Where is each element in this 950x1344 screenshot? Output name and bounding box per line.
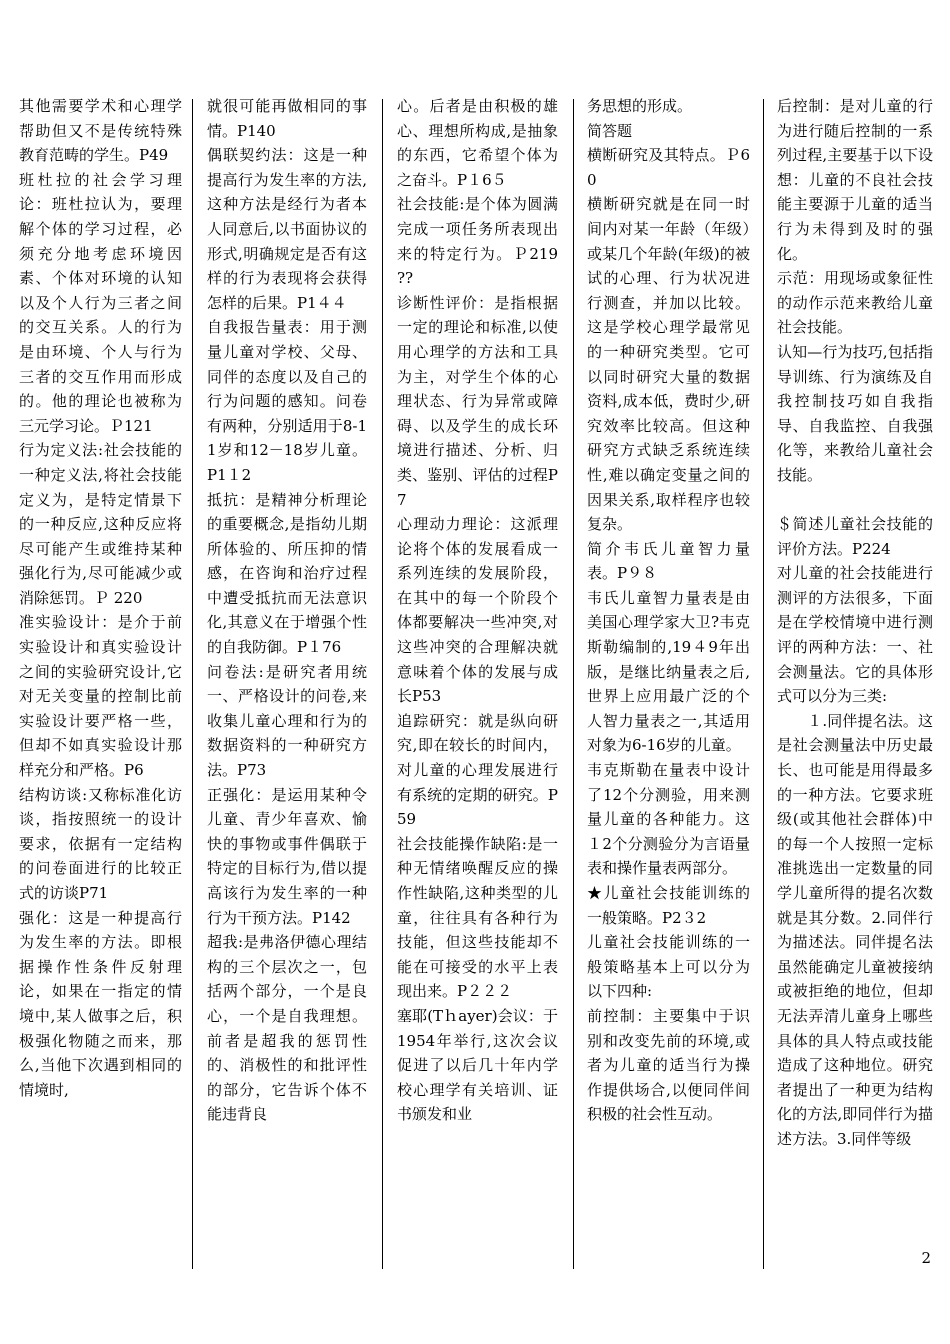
- paragraph: 就很可能再做相同的事情。P140: [207, 97, 367, 140]
- question-heading: ★儿童社会技能训练的一般策略。P2３2: [587, 884, 750, 927]
- column-divider: [382, 99, 383, 1269]
- paragraph: 超我:是弗洛伊德心理结构的三个层次之一，包括两个部分，一个是良心，一个是自我理想。前者是超我的惩罚性的、消极性的和批评性的部分，它告诉个体不能违背良: [207, 933, 367, 1124]
- paragraph: １.同伴提名法。这是社会测量法中历史最长、也可能是用得最多的一种方法。它要求班级(或其他社会群体)中的每一个人按照一定标准挑选出一定数量的同学儿童所得的提名次数就是其分数。2.同伴行为描述法。同伴提名法虽然能确定儿童被接纳或被拒绝的地位，但却无法弄清儿童身上哪些具体的具人特点或技能造成了这种地位。研究者提出了一种更为结构化的方法,即同伴行为描述方法。3.同伴等级: [777, 711, 933, 1148]
- paragraph: 抵抗：是精神分析理论的重要概念,是指幼儿期所体验的、所压抑的情感，在咨询和治疗过程中遭受抵抗而无法意识化,其意义在于增强个性的自我防御。P１76: [207, 490, 367, 657]
- paragraph: 班杜拉的社会学习理论：班杜拉认为，要理解个体的学习过程，必须充分地考虑环境因素、个体对环境的认知以及个人行为三者之间的交互关系。人的行为是由环境、个人与行为三者的交互作用而形成的。他的理论也被称为三元学习论。Ｐ121: [19, 170, 182, 435]
- column-divider: [573, 99, 574, 1269]
- page-number: 2: [921, 1249, 931, 1267]
- paragraph: 强化：这是一种提高行为发生率的方法。即根据操作性条件反射理论，如果在一指定的情境中,某人做事之后，积极强化物随之而来，那么,当他下次遇到相同的情境时,: [19, 908, 182, 1099]
- text-column-1: [19, 94, 182, 1274]
- column-divider: [192, 99, 193, 1269]
- paragraph: 问卷法:是研究者用统一、严格设计的问卷,来收集儿童心理和行为的数据资料的一种研究方法。P73: [207, 662, 367, 780]
- paragraph: 示范：用现场或象征性的动作示范来教给儿童社会技能。: [777, 269, 933, 337]
- text-column-2: [207, 94, 367, 1274]
- section-heading: 简答题: [587, 121, 633, 140]
- paragraph: 社会技能:是个体为圆满完成一项任务所表现出来的特定行为。Ｐ219 ??: [397, 195, 574, 288]
- paragraph: 正强化：是运用某种令儿童、青少年喜欢、愉快的事物或事件偶联于特定的目标行为,借以提高该行为发生率的一种行为干预方法。P142: [207, 785, 367, 927]
- paragraph: 认知—行为技巧,包括指导训练、行为演练及自我控制技巧如自我指导、自我监控、自我强化等，来教给儿童社会技能。: [777, 342, 933, 484]
- paragraph: 结构访谈:又称标准化访谈，指按照统一的设计要求，依据有一定结构的问卷面进行的比较正式的访谈P71: [19, 785, 182, 902]
- paragraph: 自我报告量表：用于测量儿童对学校、父母、同伴的态度以及自己的行为问题的感知。问卷有两种，分别适用于8-11岁和12－18岁儿童。P1１2: [207, 318, 367, 484]
- text-column-3: [397, 94, 574, 1274]
- paragraph: 其他需要学术和心理学帮助但又不是传统特殊教育范畴的学生。P49: [19, 97, 182, 165]
- blank-line: [777, 488, 933, 513]
- paragraph: 偶联契约法：这是一种提高行为发生率的方法,这种方法是经行为者本人同意后,以书面协议的形式,明确规定是否有这样的行为表现将会获得怎样的后果。P1４４: [207, 146, 367, 312]
- paragraph: 韦克斯勒在量表中设计了12个分测验，用来测量儿童的各种能力。这１2个分测验分为言语量表和操作量表两部分。: [587, 761, 750, 878]
- paragraph: 准实验设计：是介于前实验设计和真实验设计之间的实验研究设计,它对无关变量的控制比前实验设计要严格一些，但却不如真实验设计那样充分和严格。P6: [19, 613, 182, 780]
- question-heading: 简介韦氏儿童智力量表。P９８: [587, 539, 750, 583]
- paragraph: 儿童社会技能训练的一般策略基本上可以分为以下四种:: [587, 933, 750, 1001]
- paragraph: 心理动力理论：这派理论将个体的发展看成一系列连续的发展阶段，在其中的每一个阶段个体都要解决一些冲突,对这些冲突的合理解决就意味着个体的发展与成长P53: [397, 515, 558, 706]
- column-divider: [763, 99, 764, 1269]
- paragraph: 追踪研究：就是纵向研究,即在较长的时间内，对儿童的心理发展进行有系统的定期的研究。P59: [397, 711, 558, 829]
- paragraph: 前控制：主要集中于识别和改变先前的环境,或者为儿童的适当行为操作提供场合,以便同伴间积极的社会性互动。: [587, 1006, 750, 1124]
- question-heading: ＄简述儿童社会技能的评价方法。P224: [777, 515, 933, 558]
- text-column-4: [587, 94, 750, 1274]
- paragraph: 心。后者是由积极的雄心、理想所构成,是抽象的东西，它希望个体为之奋斗。P１6５: [397, 97, 558, 189]
- paragraph: 对儿童的社会技能进行测评的方法很多，下面是在学校情境中进行测评的两种方法：一、社会测量法。它的具体形式可以分为三类:: [777, 564, 933, 706]
- paragraph: 社会技能操作缺陷:是一种无情绪唤醒反应的操作性缺陷,这种类型的儿童，往往具有各种行为技能，但这些技能却不能在可接受的水平上表现出来。P２２２: [397, 834, 558, 1001]
- paragraph: 韦氏儿童智力量表是由美国心理学家大卫?韦克斯勒编制的,19４9年出版，是继比纳量表之后,世界上应用最广泛的个人智力量表之一,其适用对象为6-16岁的儿童。: [587, 588, 750, 755]
- question-heading: 横断研究及其特点。Ｐ60: [587, 146, 750, 189]
- paragraph: 后控制：是对儿童的行为进行随后控制的一系列过程,主要基于以下设想：儿童的不良社会技能主要源于儿童的适当行为未得到及时的强化。: [777, 97, 933, 263]
- paragraph: 诊断性评价：是指根据一定的理论和标准,以使用心理学的方法和工具为主，对学生个体的心理状态、行为异常或障碍、以及学生的成长环境进行描述、分析、归类、鉴别、评估的过程P7: [397, 293, 558, 509]
- paragraph: 横断研究就是在同一时间内对某一年龄（年级）或某几个年龄(年级)的被试的心理、行为状况进行测查，并加以比较。这是学校心理学最常见的一种研究类型。它可以同时研究大量的数据资料,成本低，费时少,研究效率比较高。但这种研究方式缺乏系统连续性,难以确定变量之间的因果关系,取样程序也较复杂。: [587, 195, 750, 534]
- text-column-5: [777, 94, 933, 1274]
- paragraph: 务思想的形成。: [587, 97, 693, 115]
- paragraph: 行为定义法:社会技能的一种定义法,将社会技能定义为，是特定情景下的一种反应,这种反应将尽可能产生或维持某种强化行为,尽可能减少或消除惩罚。Ｐ 220: [19, 441, 182, 607]
- paragraph: 塞耶(Tｈayer)会议：于1954年举行,这次会议促进了以后几十年内学校心理学有关培训、证书颁发和业: [397, 1006, 558, 1124]
